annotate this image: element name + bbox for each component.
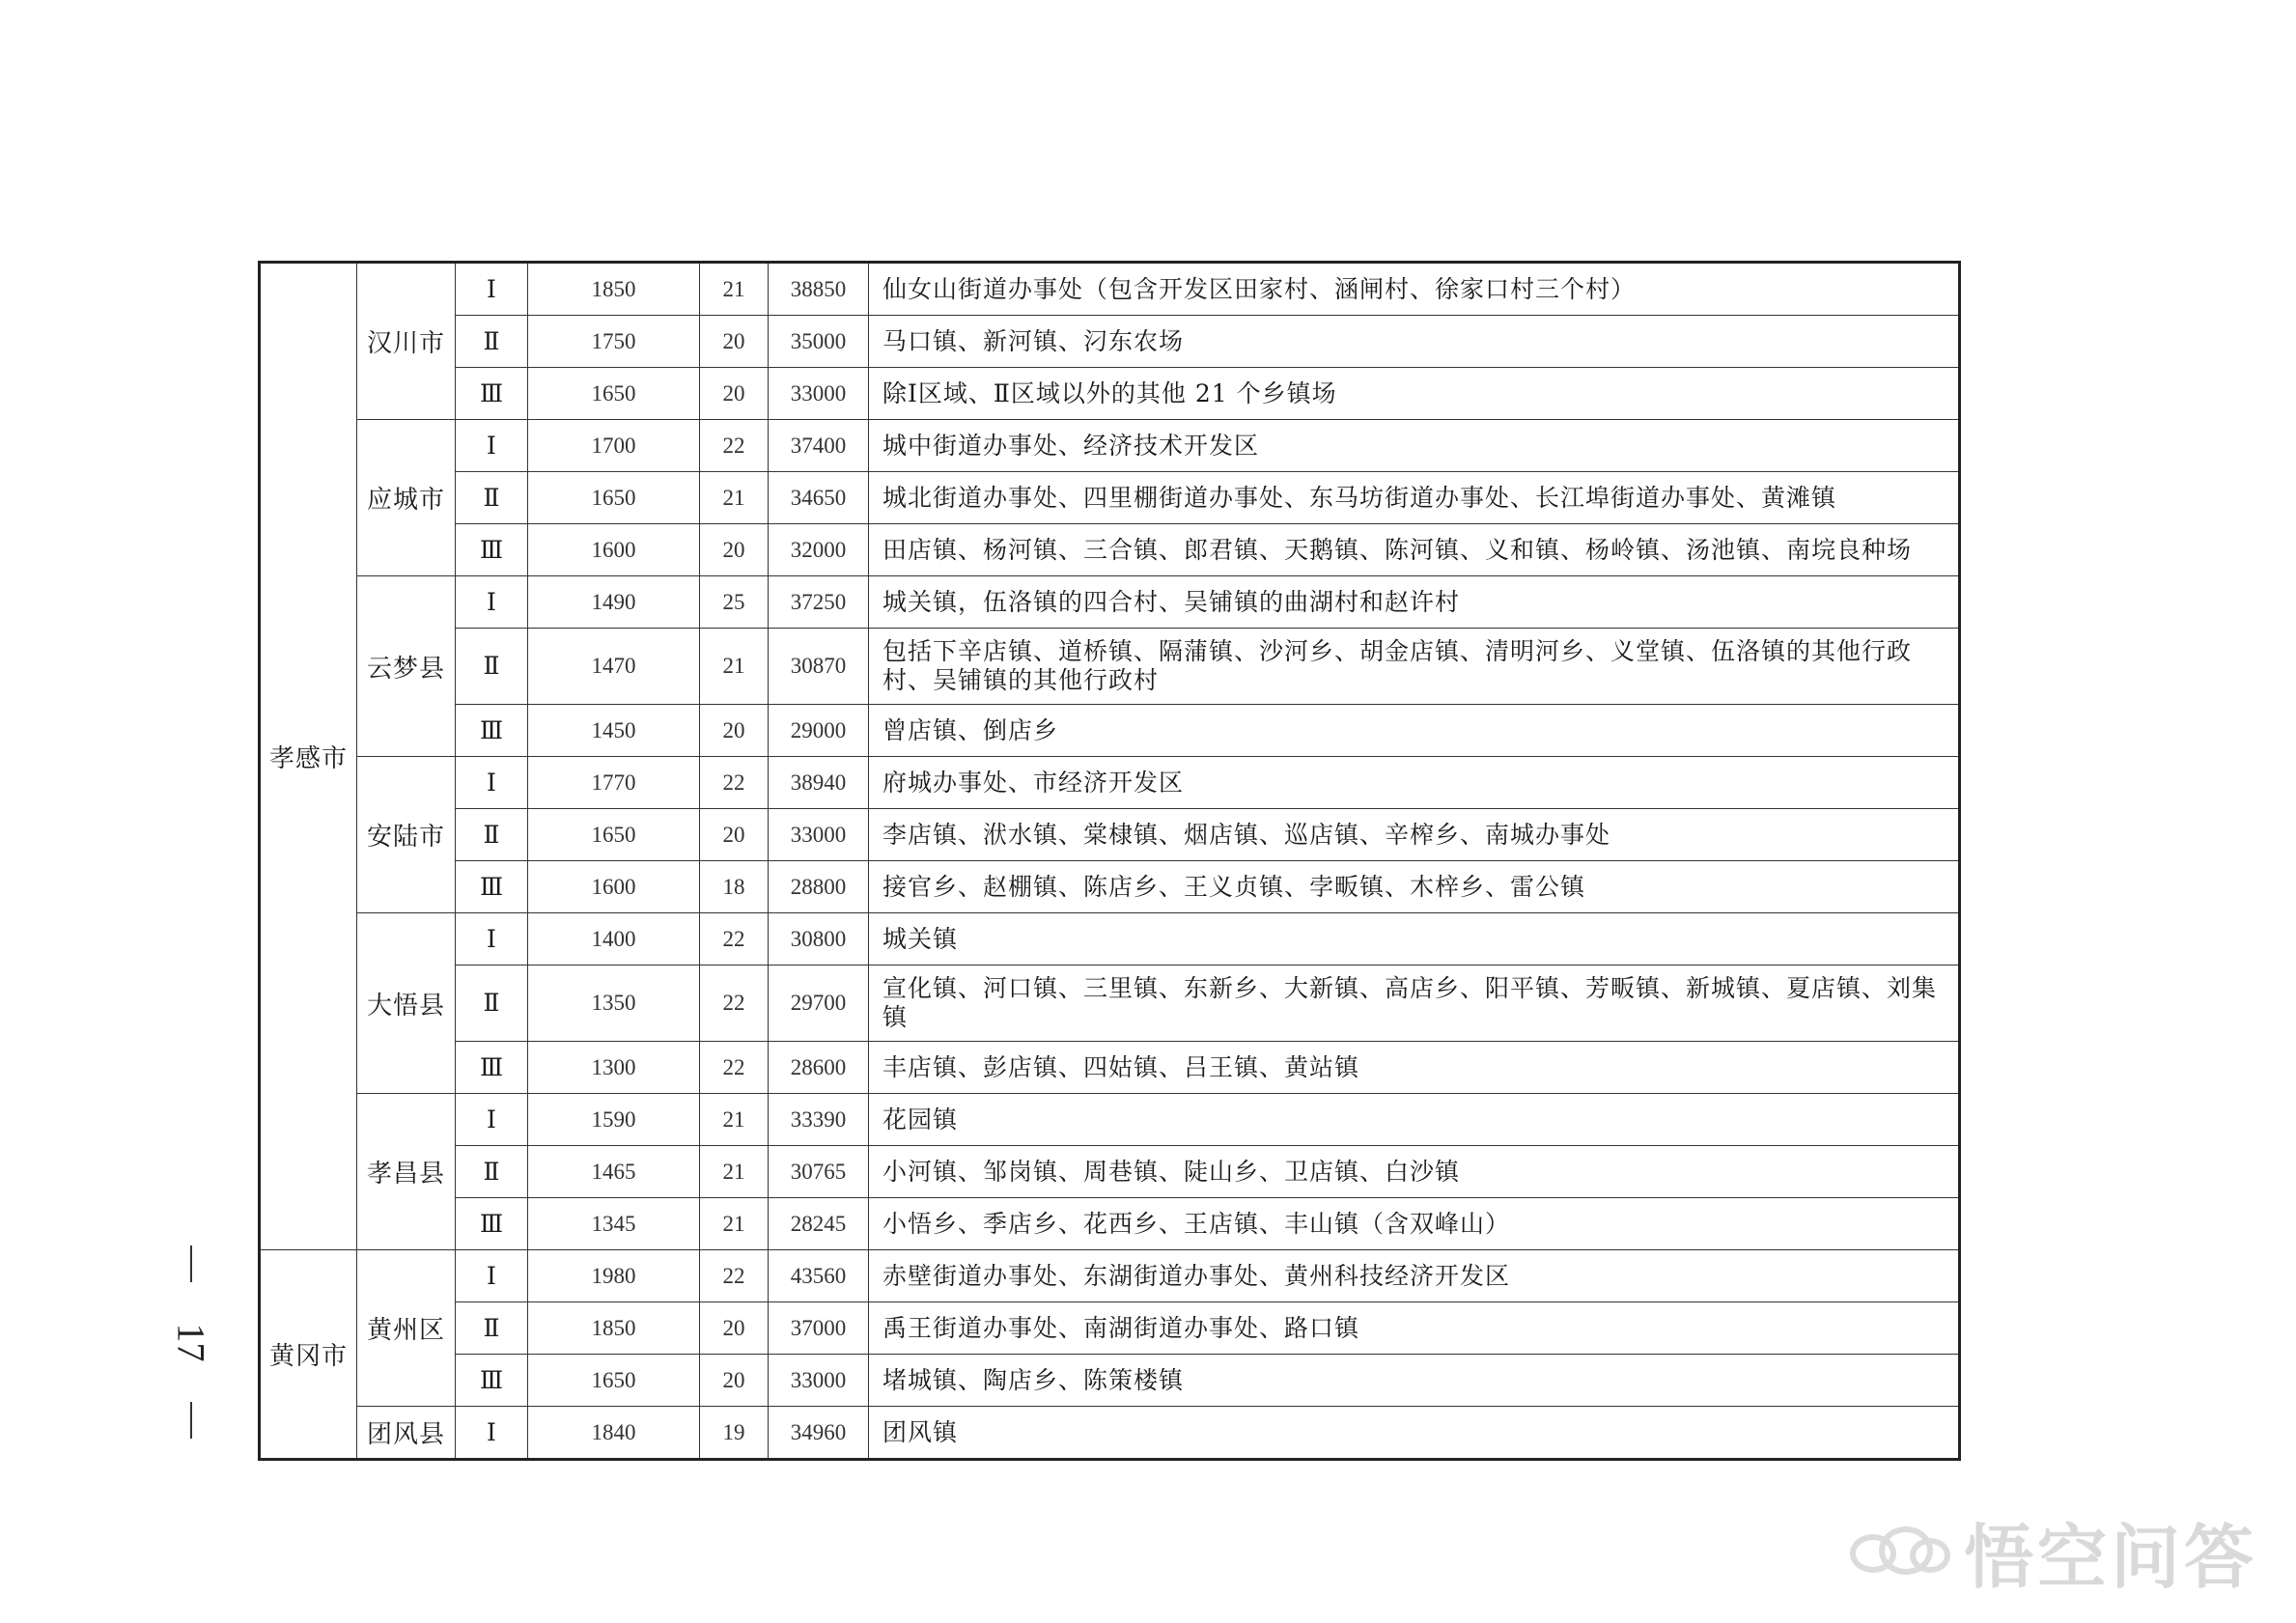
zone-cell: Ⅲ [456, 705, 528, 757]
area-cell: 堵城镇、陶店乡、陈策楼镇 [869, 1355, 1960, 1407]
value-cell-2: 20 [700, 368, 769, 420]
area-cell: 田店镇、杨河镇、三合镇、郎君镇、天鹅镇、陈河镇、义和镇、杨岭镇、汤池镇、南垸良种场 [869, 524, 1960, 576]
value-cell-2: 20 [700, 705, 769, 757]
value-cell-1: 1850 [528, 263, 700, 316]
area-cell: 小悟乡、季店乡、花西乡、王店镇、丰山镇（含双峰山） [869, 1198, 1960, 1250]
table-row [260, 420, 1960, 472]
value-cell-2: 22 [700, 965, 769, 1042]
value-cell-2: 21 [700, 472, 769, 524]
value-cell-2: 21 [700, 629, 769, 705]
area-cell: 丰店镇、彭店镇、四姑镇、吕王镇、黄站镇 [869, 1042, 1960, 1094]
value-cell-1: 1600 [528, 861, 700, 913]
zone-cell: Ⅰ [456, 263, 528, 316]
table-row [260, 1146, 1960, 1198]
zone-cell: Ⅰ [456, 1250, 528, 1302]
watermark [1850, 1501, 2257, 1602]
zone-cell: Ⅱ [456, 1146, 528, 1198]
table-row [260, 1355, 1960, 1407]
wukong-logo-icon [1850, 1521, 1950, 1582]
value-cell-3: 28600 [769, 1042, 869, 1094]
table-row [260, 316, 1960, 368]
page-number-text: 17 [169, 1323, 213, 1361]
value-cell-2: 22 [700, 757, 769, 809]
value-cell-1: 1840 [528, 1407, 700, 1460]
value-cell-1: 1465 [528, 1146, 700, 1198]
zone-cell: Ⅰ [456, 757, 528, 809]
value-cell-3: 35000 [769, 316, 869, 368]
area-cell: 李店镇、洑水镇、棠棣镇、烟店镇、巡店镇、辛榨乡、南城办事处 [869, 809, 1960, 861]
table-body [260, 263, 1960, 1460]
value-cell-2: 19 [700, 1407, 769, 1460]
zone-cell: Ⅱ [456, 472, 528, 524]
value-cell-3: 34960 [769, 1407, 869, 1460]
zone-cell: Ⅰ [456, 1094, 528, 1146]
value-cell-2: 22 [700, 913, 769, 965]
value-cell-1: 1350 [528, 965, 700, 1042]
value-cell-3: 30765 [769, 1146, 869, 1198]
value-cell-1: 1300 [528, 1042, 700, 1094]
county-cell: 汉川市 [357, 263, 456, 420]
value-cell-1: 1650 [528, 1355, 700, 1407]
zone-cell: Ⅲ [456, 1355, 528, 1407]
value-cell-1: 1650 [528, 368, 700, 420]
value-cell-3: 34650 [769, 472, 869, 524]
zone-cell: Ⅱ [456, 809, 528, 861]
value-cell-1: 1470 [528, 629, 700, 705]
value-cell-2: 20 [700, 1355, 769, 1407]
value-cell-2: 21 [700, 1146, 769, 1198]
table-row [260, 705, 1960, 757]
area-cell: 小河镇、邹岗镇、周巷镇、陡山乡、卫店镇、白沙镇 [869, 1146, 1960, 1198]
city-cell: 黄冈市 [260, 1250, 357, 1460]
zone-cell: Ⅲ [456, 1198, 528, 1250]
compensation-table [258, 261, 1961, 1461]
value-cell-1: 1650 [528, 809, 700, 861]
value-cell-1: 1600 [528, 524, 700, 576]
value-cell-3: 28800 [769, 861, 869, 913]
value-cell-3: 30800 [769, 913, 869, 965]
value-cell-2: 22 [700, 1250, 769, 1302]
city-cell: 孝感市 [260, 263, 357, 1250]
table-row [260, 965, 1960, 1042]
value-cell-3: 37250 [769, 576, 869, 629]
table-row [260, 629, 1960, 705]
value-cell-3: 29000 [769, 705, 869, 757]
value-cell-3: 33000 [769, 368, 869, 420]
value-cell-2: 22 [700, 1042, 769, 1094]
value-cell-3: 33000 [769, 809, 869, 861]
zone-cell: Ⅲ [456, 1042, 528, 1094]
value-cell-2: 20 [700, 809, 769, 861]
table-row [260, 576, 1960, 629]
value-cell-2: 21 [700, 1094, 769, 1146]
zone-cell: Ⅰ [456, 913, 528, 965]
zone-cell: Ⅱ [456, 629, 528, 705]
value-cell-2: 21 [700, 263, 769, 316]
value-cell-3: 38940 [769, 757, 869, 809]
area-cell: 城北街道办事处、四里棚街道办事处、东马坊街道办事处、长江埠街道办事处、黄滩镇 [869, 472, 1960, 524]
value-cell-3: 33000 [769, 1355, 869, 1407]
value-cell-2: 18 [700, 861, 769, 913]
value-cell-1: 1590 [528, 1094, 700, 1146]
value-cell-3: 38850 [769, 263, 869, 316]
value-cell-1: 1980 [528, 1250, 700, 1302]
value-cell-3: 28245 [769, 1198, 869, 1250]
value-cell-1: 1850 [528, 1302, 700, 1355]
table-row [260, 472, 1960, 524]
page-number-dash-top [190, 1245, 192, 1282]
zone-cell: Ⅲ [456, 861, 528, 913]
page-number [169, 1245, 213, 1439]
value-cell-1: 1490 [528, 576, 700, 629]
value-cell-1: 1770 [528, 757, 700, 809]
table-row [260, 263, 1960, 316]
value-cell-1: 1400 [528, 913, 700, 965]
area-cell: 赤壁街道办事处、东湖街道办事处、黄州科技经济开发区 [869, 1250, 1960, 1302]
value-cell-2: 20 [700, 524, 769, 576]
area-cell: 马口镇、新河镇、汈东农场 [869, 316, 1960, 368]
table-row [260, 1094, 1960, 1146]
area-cell: 禹王街道办事处、南湖街道办事处、路口镇 [869, 1302, 1960, 1355]
value-cell-2: 20 [700, 1302, 769, 1355]
value-cell-1: 1345 [528, 1198, 700, 1250]
value-cell-3: 37400 [769, 420, 869, 472]
area-cell: 接官乡、赵棚镇、陈店乡、王义贞镇、孛畈镇、木梓乡、雷公镇 [869, 861, 1960, 913]
county-cell: 孝昌县 [357, 1094, 456, 1250]
county-cell: 云梦县 [357, 576, 456, 757]
area-cell: 仙女山街道办事处（包含开发区田家村、涵闸村、徐家口村三个村） [869, 263, 1960, 316]
area-cell: 府城办事处、市经济开发区 [869, 757, 1960, 809]
area-cell: 曾店镇、倒店乡 [869, 705, 1960, 757]
value-cell-3: 33390 [769, 1094, 869, 1146]
county-cell: 安陆市 [357, 757, 456, 913]
zone-cell: Ⅱ [456, 1302, 528, 1355]
value-cell-3: 30870 [769, 629, 869, 705]
value-cell-1: 1450 [528, 705, 700, 757]
watermark-text: 悟空问答 [1963, 1517, 2257, 1598]
county-cell: 团风县 [357, 1407, 456, 1460]
table-row [260, 861, 1960, 913]
table-row [260, 1250, 1960, 1302]
value-cell-1: 1650 [528, 472, 700, 524]
table-row [260, 913, 1960, 965]
zone-cell: Ⅱ [456, 965, 528, 1042]
zone-cell: Ⅰ [456, 576, 528, 629]
area-cell: 花园镇 [869, 1094, 1960, 1146]
value-cell-2: 21 [700, 1198, 769, 1250]
county-cell: 黄州区 [357, 1250, 456, 1407]
zone-cell: Ⅲ [456, 368, 528, 420]
county-cell: 应城市 [357, 420, 456, 576]
table-row [260, 1042, 1960, 1094]
zone-cell: Ⅱ [456, 316, 528, 368]
value-cell-2: 25 [700, 576, 769, 629]
area-cell: 城关镇 [869, 913, 1960, 965]
area-cell: 包括下辛店镇、道桥镇、隔蒲镇、沙河乡、胡金店镇、清明河乡、义堂镇、伍洛镇的其他行政村、吴铺镇的其他行政村 [869, 629, 1960, 705]
table-row [260, 1407, 1960, 1460]
area-cell: 城关镇，伍洛镇的四合村、吴铺镇的曲湖村和赵许村 [869, 576, 1960, 629]
value-cell-2: 22 [700, 420, 769, 472]
value-cell-3: 37000 [769, 1302, 869, 1355]
table-row [260, 368, 1960, 420]
zone-cell: Ⅰ [456, 1407, 528, 1460]
area-cell: 宣化镇、河口镇、三里镇、东新乡、大新镇、高店乡、阳平镇、芳畈镇、新城镇、夏店镇、刘集镇 [869, 965, 1960, 1042]
value-cell-2: 20 [700, 316, 769, 368]
value-cell-3: 43560 [769, 1250, 869, 1302]
table-row [260, 757, 1960, 809]
zone-cell: Ⅲ [456, 524, 528, 576]
area-cell: 城中街道办事处、经济技术开发区 [869, 420, 1960, 472]
area-cell: 团风镇 [869, 1407, 1960, 1460]
table-row [260, 809, 1960, 861]
zone-cell: Ⅰ [456, 420, 528, 472]
page-number-dash-bottom [190, 1402, 192, 1439]
value-cell-1: 1750 [528, 316, 700, 368]
value-cell-1: 1700 [528, 420, 700, 472]
value-cell-3: 29700 [769, 965, 869, 1042]
table-row [260, 524, 1960, 576]
table-row [260, 1302, 1960, 1355]
county-cell: 大悟县 [357, 913, 456, 1094]
value-cell-3: 32000 [769, 524, 869, 576]
table-row [260, 1198, 1960, 1250]
area-cell: 除Ⅰ区域、Ⅱ区域以外的其他 21 个乡镇场 [869, 368, 1960, 420]
